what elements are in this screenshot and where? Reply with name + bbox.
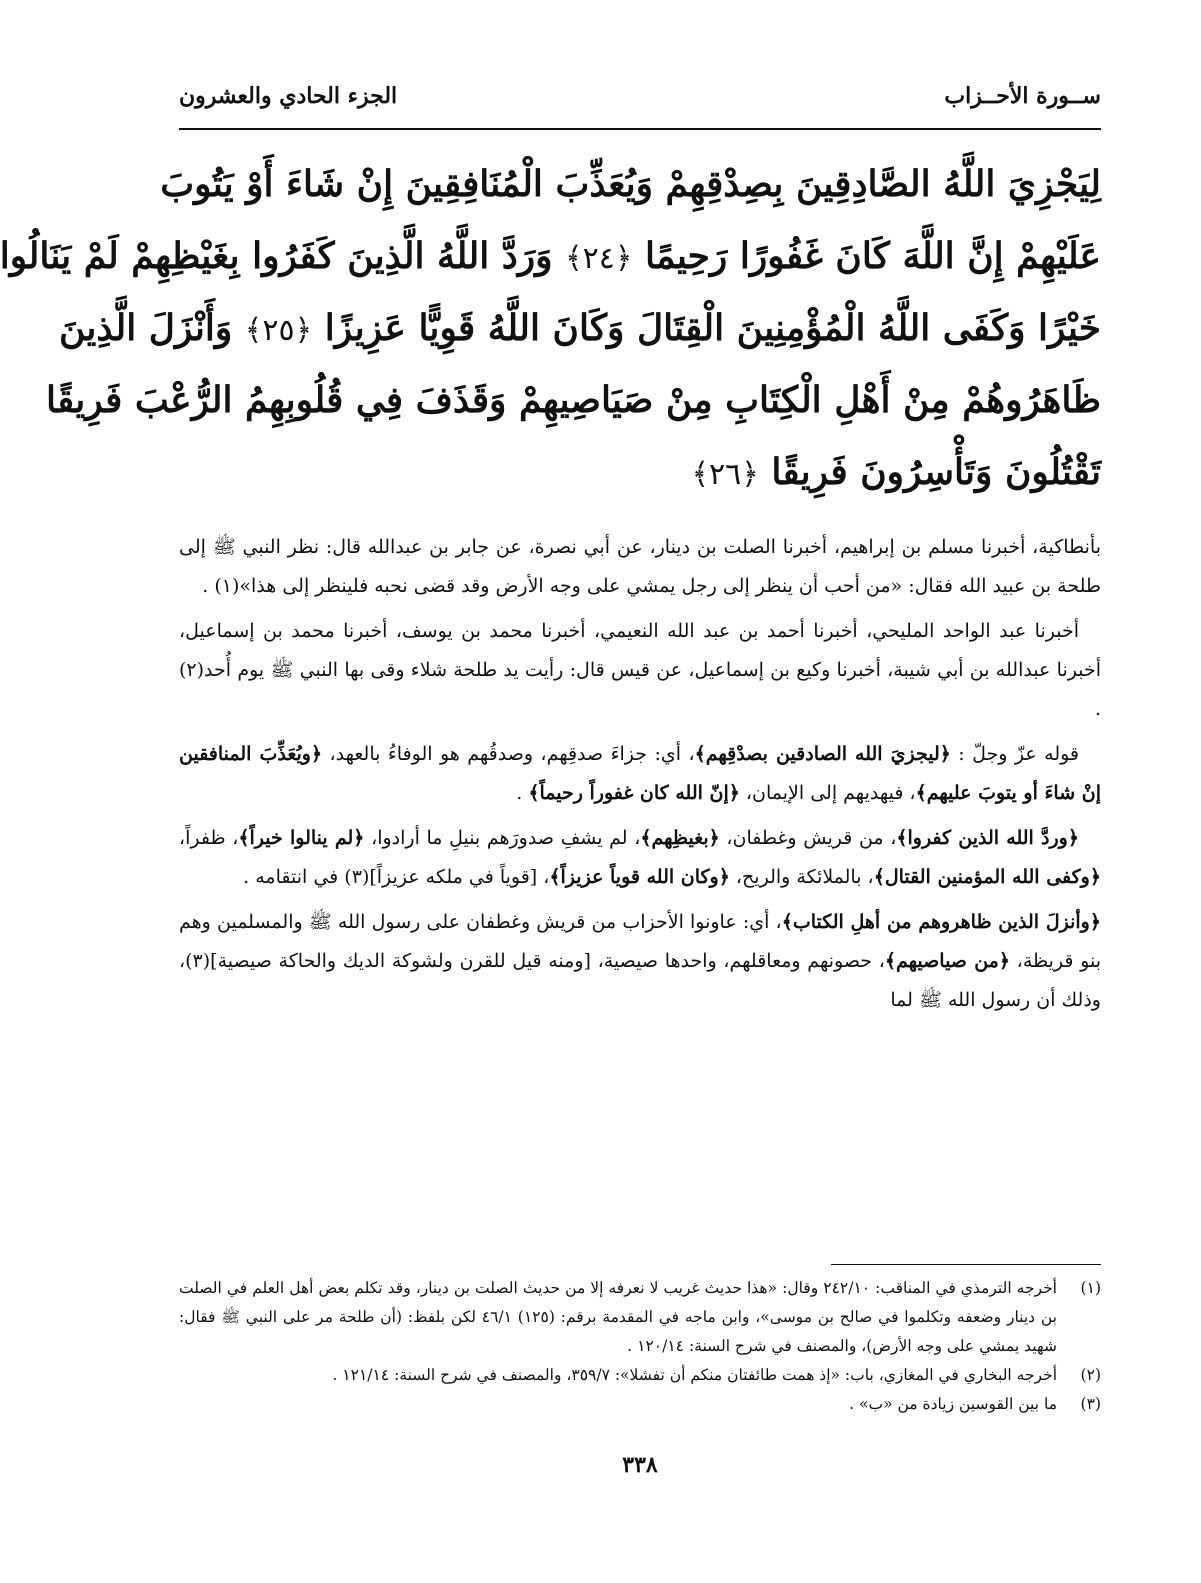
ayah-number-marker: ﴿٢٥﴾ [244,313,313,348]
quran-quote: ﴿لم ينالوا خيراً﴾ [238,827,365,849]
footnote-number: (٣) [1080,1395,1101,1413]
quran-quote: ﴿وأنزلَ الذين ظاهروهم من أهلِ الكتاب﴾ [781,911,1101,933]
surah-title: ســورة الأحــزاب [944,83,1101,109]
ayah-number-marker: ﴿٢٦﴾ [691,457,759,492]
verse-line: لِيَجْزِيَ اللَّهُ الصَّادِقِينَ بِصِدْقِهِمْ وَيُعَذِّبَ الْمُنَافِقِينَ إِنْ شَاءَ أَوْ يَتُوبَ [160,163,1101,205]
running-header [179,78,1101,114]
paragraph: بأنطاكية، أخبرنا مسلم بن إبراهيم، أخبرنا الصلت بن دينار، عن أبي نصرة، عن جابر بن عبدالله قال: نظر النبي ﷺ إلى طلحة بن عبيد الله فقال: «من أحب أن ينظر إلى رجل يمشي على وجه الأرض وقد قضى نحبه فلينظر إلى هذا»(١) . [179,536,1101,597]
footnote [179,1390,1101,1419]
header-rule [179,128,1101,130]
quran-quote: ﴿من صياصيهم﴾ [884,950,1010,972]
ayah-number-marker: ﴿٢٤﴾ [565,241,633,276]
juz-title: الجزء الحادي والعشرون [179,83,398,109]
quran-quote: ﴿ويُعَذِّبَ المنافقين إنْ شاءَ أو يتوبَ عليهم﴾ [179,743,1101,804]
quran-quote: ﴿إنّ الله كان غفوراً رحيماً﴾ [528,782,740,804]
paragraph: ﴿وأنزلَ الذين ظاهروهم من أهلِ الكتاب﴾، أي: عاونوا الأحزاب من قريش وغطفان على رسول الله ﷺ والمسلمين وهم بنو قريظة، ﴿من صياصيهم﴾، حصونهم ومعاقلهم، واحدها صيصية، [ومنه قيل للقرن ولشوكة الديك والحاكة صيصية](٣)، وذلك أن رسول الله ﷺ لما [179,911,1101,1011]
quran-quote: ﴿وردَّ الله الذين كفروا﴾ [896,827,1079,849]
commentary-text [179,528,1101,1026]
verse-line: خَيْرًا وَكَفَى اللَّهُ الْمُؤْمِنِينَ الْقِتَالَ وَكَانَ اللَّهُ قَوِيًّا عَزِيزًا ﴿٢٥﴾ وَأَنْزَلَ الَّذِينَ [58,307,1101,349]
footnote-text: أخرجه الترمذي في المناقب: ٢٤٢/١٠ وقال: «هذا حديث غريب لا نعرفه إلا من حديث الصلت بن دينار، وقد تكلم بعض أهل العلم في الصلت بن دينار وضعفه وتكلموا في صالح بن موسى»، وابن ماجه في المقدمة برقم: (١٢٥) ٤٦/١ لكن بلفظ: (أن طلحة مر على النبي ﷺ فقال: شهيد يمشي على وجه الأرض)، والمصنف في شرح السنة: ١٢٠/١٤ . [179,1279,1057,1355]
footnote-text: أخرجه البخاري في المغازي، باب: «إذ همت طائفتان منكم أن تفشلا»: ٣٥٩/٧، والمصنف في شرح السنة: ١٢١/١٤ . [332,1366,1057,1384]
quran-quote: ﴿ليجزيَ الله الصادقين بصدْقِهم﴾ [694,743,951,765]
verse-line: ظَاهَرُوهُمْ مِنْ أَهْلِ الْكِتَابِ مِنْ صَيَاصِيهِمْ وَقَذَفَ فِي قُلُوبِهِمُ الرُّعْبَ فَرِيقًا [46,379,1101,421]
verse-line: عَلَيْهِمْ إِنَّ اللَّهَ كَانَ غَفُورًا رَحِيمًا ﴿٢٤﴾ وَرَدَّ اللَّهُ الَّذِينَ كَفَرُوا بِغَيْظِهِمْ لَمْ يَنَالُوا [0,235,1101,277]
paragraph: قوله عزّ وجلّ : ﴿ليجزيَ الله الصادقين بصدْقِهم﴾، أي: جزاءَ صدقِهم، وصدقُهم هو الوفاءُ بالعهد، ﴿ويُعَذِّبَ المنافقين إنْ شاءَ أو يتوبَ عليهم﴾، فيهديهم إلى الإيمان، ﴿إنّ الله كان غفوراً رحيماً﴾ . [179,743,1101,804]
footnote [179,1274,1101,1361]
footnote-rule [831,1264,1101,1265]
footnote [179,1361,1101,1390]
footnote-number: (١) [1080,1279,1101,1297]
quran-quote: ﴿وكان الله قوياً عزيزاً﴾ [549,866,730,888]
paragraph: أخبرنا عبد الواحد المليحي، أخبرنا أحمد بن عبد الله النعيمي، أخبرنا محمد بن يوسف، أخبرنا محمد بن إسماعيل، أخبرنا عبدالله بن أبي شيبة، أخبرنا وكيع بن إسماعيل، عن قيس قال: رأيت يد طلحة شلاء وقى بها النبي ﷺ يوم أُحد(٢) . [179,620,1101,720]
quran-quote: ﴿وكفى الله المؤمنين القتال﴾ [873,866,1101,888]
page-number: ٣٣٨ [622,1452,658,1478]
footnote-text: ما بين القوسين زيادة من «ب» . [849,1395,1057,1413]
verse-line: تَقْتُلُونَ وَتَأْسِرُونَ فَرِيقًا ﴿٢٦﴾ [691,451,1101,493]
quran-quote: ﴿بغيظِهم﴾ [640,827,720,849]
footnote-number: (٢) [1080,1366,1101,1384]
footnotes [179,1274,1101,1419]
paragraph: ﴿وردَّ الله الذين كفروا﴾، من قريش وغطفان، ﴿بغيظِهم﴾، لم يشفِ صدورَهم بنيلِ ما أرادوا، ﴿لم ينالوا خيراً﴾، ظفراً، ﴿وكفى الله المؤمنين القتال﴾، بالملائكة والريح، ﴿وكان الله قوياً عزيزاً﴾، [قوياً في ملكه عزيزاً](٣) في انتقامه . [179,827,1101,888]
quran-verses [0,148,1101,508]
